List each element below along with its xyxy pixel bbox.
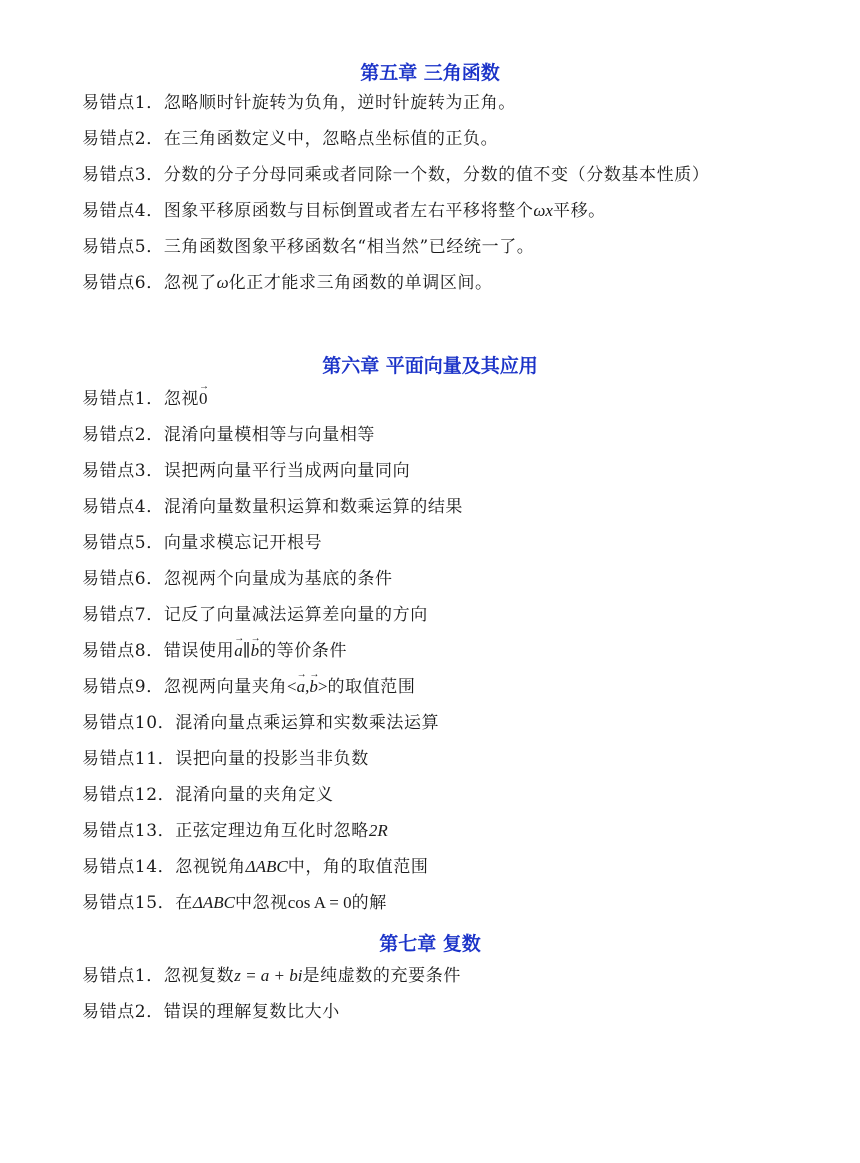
ch6-item-14-text: 易错点14．忽视锐角 bbox=[82, 857, 246, 877]
ch6-item-13-math: 2R bbox=[368, 821, 388, 840]
ch6-item-9-text: 易错点9．忽视两向量夹角 bbox=[82, 677, 288, 697]
ch6-item-9-tail: 的取值范围 bbox=[327, 677, 416, 697]
ch6-item-15-math2: cos A = 0 bbox=[287, 893, 352, 912]
ch6-item-1 bbox=[82, 388, 208, 410]
zero-vector: → 0 bbox=[199, 388, 208, 410]
vector-a: → a bbox=[234, 640, 243, 662]
ch6-item-15-math: ΔABC bbox=[192, 893, 235, 912]
ch7-item-1 bbox=[82, 965, 461, 987]
ch5-item-6 bbox=[82, 272, 493, 294]
chapter-6-title: 第六章 平面向量及其应用 bbox=[322, 355, 538, 377]
ch6-item-14-math: ΔABC bbox=[245, 857, 288, 876]
ch7-item-2: 易错点2．错误的理解复数比大小 bbox=[82, 1002, 340, 1022]
angle-close: > bbox=[317, 677, 328, 696]
ch5-item-4-text: 易错点4．图象平移原函数与目标倒置或者左右平移将整个 bbox=[82, 201, 534, 221]
ch5-item-6-text: 易错点6．忽视了 bbox=[82, 273, 217, 293]
ch5-item-4-math: ωx bbox=[533, 201, 553, 220]
ch6-item-15-tail: 的解 bbox=[351, 893, 387, 913]
ch6-item-5: 易错点5．向量求模忘记开根号 bbox=[82, 533, 323, 553]
ch6-item-2: 易错点2．混淆向量模相等与向量相等 bbox=[82, 425, 376, 445]
chapter-5-title: 第五章 三角函数 bbox=[360, 62, 500, 84]
ch6-item-13-text: 易错点13．正弦定理边角互化时忽略 bbox=[82, 821, 369, 841]
ch6-item-15-mid: 中忽视 bbox=[234, 893, 288, 913]
ch5-item-6-tail: 化正才能求三角函数的单调区间。 bbox=[228, 273, 493, 293]
ch5-item-1: 易错点1．忽略顺时针旋转为负角，逆时针旋转为正角。 bbox=[82, 93, 516, 113]
ch6-item-14 bbox=[82, 856, 429, 878]
ch6-item-11: 易错点11．误把向量的投影当非负数 bbox=[82, 749, 369, 769]
ch6-item-7: 易错点7．记反了向量减法运算差向量的方向 bbox=[82, 605, 428, 625]
ch6-item-12: 易错点12．混淆向量的夹角定义 bbox=[82, 785, 334, 805]
ch6-item-15-text: 易错点15．在 bbox=[82, 893, 193, 913]
ch6-item-1-text: 易错点1．忽视 bbox=[82, 389, 200, 409]
ch6-item-8 bbox=[82, 640, 347, 662]
ch7-item-1-tail: 是纯虚数的充要条件 bbox=[302, 966, 461, 986]
ch6-item-10: 易错点10．混淆向量点乘运算和实数乘法运算 bbox=[82, 713, 440, 733]
ch6-item-6: 易错点6．忽视两个向量成为基底的条件 bbox=[82, 569, 393, 589]
ch6-item-8-tail: 的等价条件 bbox=[259, 641, 348, 661]
parallel-symbol: ∥ bbox=[242, 641, 251, 660]
ch5-item-6-math: ω bbox=[216, 273, 229, 292]
chapter-7-title: 第七章 复数 bbox=[379, 933, 481, 955]
ch7-item-1-math: z = a + bi bbox=[234, 966, 303, 985]
angle-open: < bbox=[287, 677, 297, 696]
ch6-item-8-text: 易错点8．错误使用 bbox=[82, 641, 235, 661]
ch6-item-15 bbox=[82, 892, 387, 914]
angle-comma: , bbox=[305, 677, 310, 696]
ch6-item-13 bbox=[82, 820, 388, 842]
ch5-item-3: 易错点3．分数的分子分母同乘或者同除一个数，分数的值不变（分数基本性质） bbox=[82, 165, 710, 185]
ch5-item-4 bbox=[82, 200, 606, 222]
ch6-item-9 bbox=[82, 676, 415, 698]
vector-b: → b bbox=[251, 640, 260, 662]
vector-a: → a bbox=[297, 676, 306, 698]
ch6-item-4: 易错点4．混淆向量数量积运算和数乘运算的结果 bbox=[82, 497, 464, 517]
ch6-item-3: 易错点3．误把两向量平行当成两向量同向 bbox=[82, 461, 411, 481]
ch5-item-2: 易错点2．在三角函数定义中，忽略点坐标值的正负。 bbox=[82, 129, 499, 149]
vector-b: → b bbox=[309, 676, 318, 698]
ch6-item-14-tail: 中，角的取值范围 bbox=[287, 857, 429, 877]
ch5-item-4-tail: 平移。 bbox=[552, 201, 606, 221]
ch7-item-1-text: 易错点1．忽视复数 bbox=[82, 966, 235, 986]
ch5-item-5: 易错点5．三角函数图象平移函数名“相当然”已经统一了。 bbox=[82, 237, 535, 257]
